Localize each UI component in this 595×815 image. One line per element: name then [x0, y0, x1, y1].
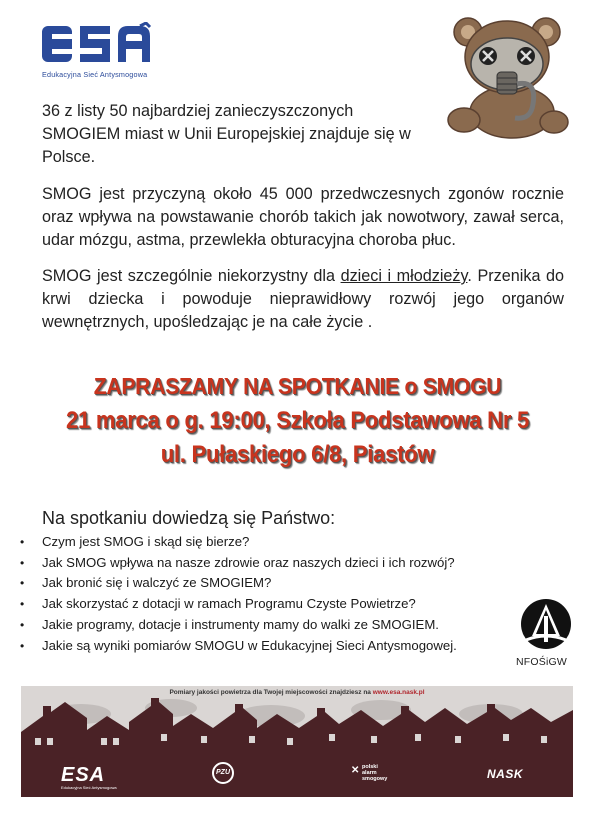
list-item: • Jak SMOG wpływa na nasze zdrowie oraz naszych dzieci i ich rozwój? [20, 553, 510, 574]
sponsor-esa-logo [61, 764, 117, 790]
paragraph-health-effects: SMOG jest przyczyną około 45 000 przedwczesnych zgonów rocznie oraz wpływa na powstawanie chorób takich jak nowotwory, zawał serca, udar mózgu, astma, przewlekła obturacyjna choroba płuc. [42, 185, 564, 249]
list-item: • Jakie programy, dotacje i instrumenty mamy do walki ze SMOGIEM. [20, 615, 510, 636]
list-item: • Jak skorzystać z dotacji w ramach Programu Czyste Powietrze? [20, 594, 510, 615]
esa-logo [40, 22, 165, 82]
nfosigw-logo-icon [520, 596, 572, 664]
smog-line1: polski [362, 764, 378, 770]
paragraph-children-underlined: dzieci i młodzieży [340, 267, 468, 285]
list-item: • Czym jest SMOG i skąd się bierze? [20, 532, 510, 553]
topics-list [20, 532, 510, 656]
nfosigw-label: NFOŚiGW [516, 656, 567, 668]
esa-logo-tagline: Edukacyjna Sieć Antysmogowa [42, 70, 148, 79]
smog-alarm-icon: ✕ [351, 765, 360, 776]
esa-logo-icon [40, 22, 158, 66]
smog-line3: smogowy [362, 776, 388, 782]
banner-url-link[interactable]: www.esa.nask.pl [372, 689, 425, 696]
announcement-date-place: 21 marca o g. 19:00, Szkoła Podstawowa Nr 5 [65, 407, 530, 434]
sponsor-pzu-logo: PZU [212, 762, 234, 784]
announcement-address: ul. Pułaskiego 6/8, Piastów [160, 441, 435, 468]
paragraph-children-end: . Przenika do krwi dziecka i powoduje nieprawidłowy rozwój jego organów wewnętrznych, upośledzając je na całe życie . [42, 267, 565, 331]
teddy-bear-gas-mask-illustration [442, 12, 572, 142]
announcement-title: ZAPRASZAMY NA SPOTKANIE o SMOGU [93, 373, 502, 399]
sponsor-banner [21, 686, 573, 797]
sponsor-nask-logo: NASK [487, 767, 524, 781]
paragraph-statistics: 36 z listy 50 najbardziej zanieczyszczonych SMOGIEM miast w Unii Europejskiej znajduje się w Polsce. [42, 102, 411, 166]
topics-intro: Na spotkaniu dowiedzą się Państwo: [42, 508, 336, 528]
sponsor-polski-alarm-smogowy-logo [351, 764, 387, 782]
paragraph-children-start: SMOG jest szczególnie niekorzystny dla [42, 267, 341, 285]
paragraph-children [42, 265, 564, 334]
smog-line2: alarm [362, 770, 377, 776]
banner-note-text: Pomiary jakości powietrza dla Twojej miejscowości znajdziesz na [169, 689, 373, 696]
list-item: • Jakie są wyniki pomiarów SMOGU w Edukacyjnej Sieci Antysmogowej. [20, 636, 510, 657]
sponsor-esa-sub: Edukacyjna Sieć Antysmogowa [61, 785, 117, 790]
sponsor-esa-text: ESA [61, 764, 106, 786]
banner-note [21, 689, 573, 696]
list-item: • Jak bronić się i walczyć ze SMOGIEM? [20, 573, 510, 594]
